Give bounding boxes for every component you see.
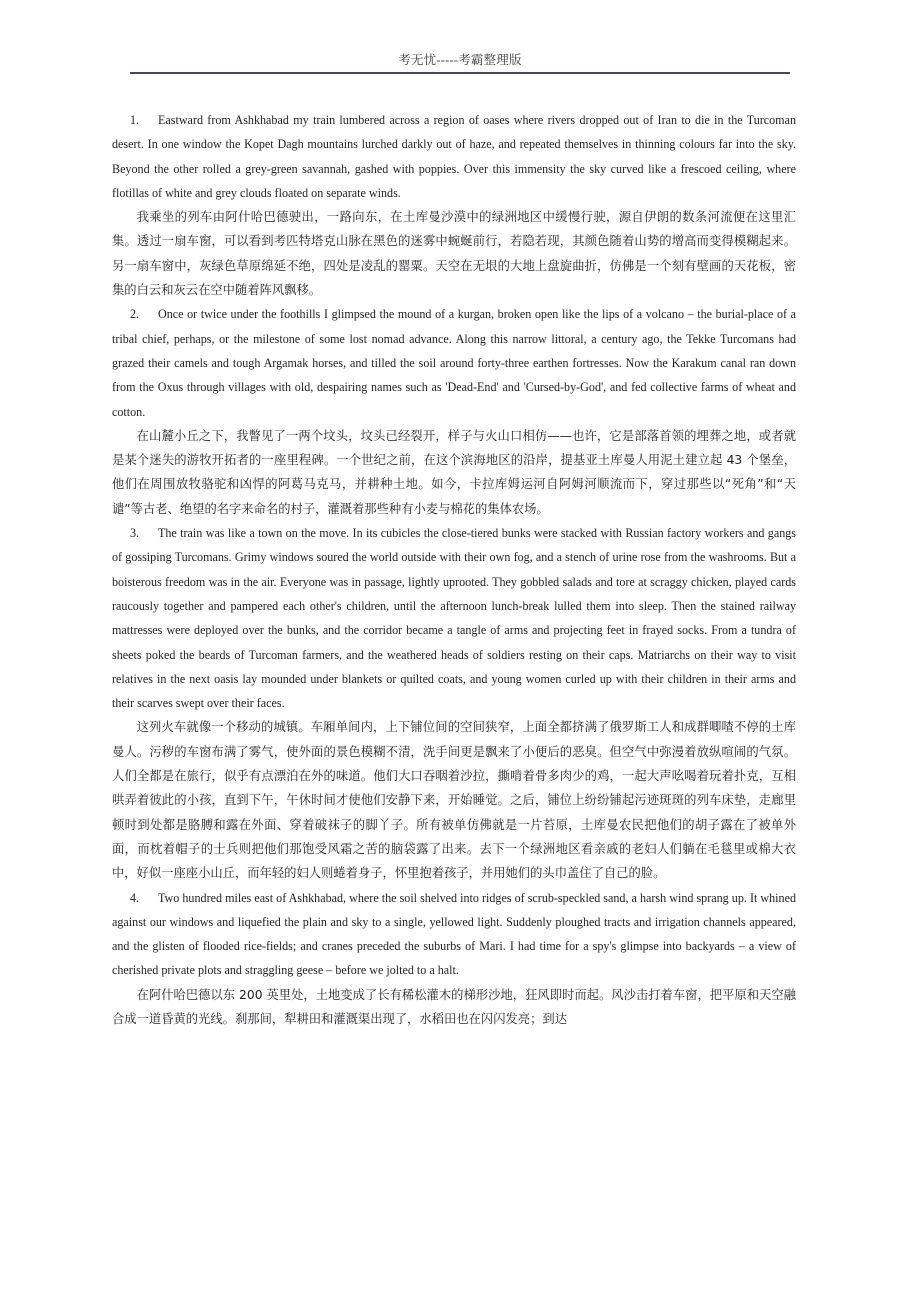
paragraph-2-english-text: Once or twice under the foothills I glimpsed the mound of a kurgan, broken open like the lips of a volcano – the burial-place of a tribal chief, perhaps, or the milestone of some lost nomad advance. Along this narrow littoral, a century ago, the Tekke Turcomans had grazed their camels and tough Argamak horses, and tilled the soil around forty-three earthen fortresses. Now the Karakum canal ran down from the Oxus through villages with old, despairing names such as 'Dead-End' and 'Cursed-by-God', and fed collective farms of wheat and cotton.: [112, 307, 796, 419]
paragraph-3-english-text: The train was like a town on the move. In its cubicles the close-tiered bunks were stacked with Russian factory workers and gangs of gossiping Turcomans. Grimy windows soured the world outside with their own fog, and a stench of urine rose from the washrooms. But a boisterous freedom was in the air. Everyone was in passage, lightly uprooted. They gobbled salads and tore at scraggy chicken, played cards raucously together and pampered each other's children, until the afternoon lunch-break lulled them into sleep. Then the stained railway mattresses were deployed over the bunks, and the corridor became a tangle of arms and projecting feet in frayed socks. From a tundra of sheets poked the beards of Turcoman farmers, and the weathered heads of soldiers resting on their caps. Matriarchs on their way to visit relatives in the next oasis lay mounded under blankets or quilted coats, and young women curled up with their children in their arms and their scarves swept over their faces.: [112, 526, 796, 711]
paragraph-2-english: [112, 302, 796, 423]
header-title: 考无忧-----考霸整理版: [398, 53, 522, 67]
list-number-1: 1.: [130, 113, 140, 127]
paragraph-1-chinese: 我乘坐的列车由阿什哈巴德驶出，一路向东，在土库曼沙漠中的绿洲地区中缓慢行驶，源自伊朗的数条河流便在这里汇集。透过一扇车窗，可以看到考匹特塔克山脉在黑色的迷雾中蜿蜒前行，若隐若现，其颜色随着山势的增高而变得模糊起来。另一扇车窗中，灰绿色草原绵延不绝，四处是凌乱的罂粟。天空在无垠的大地上盘旋曲折，仿佛是一个刻有壁画的天花板，密集的白云和灰云在空中随着阵风飘移。: [112, 210, 796, 298]
paragraph-3-chinese: 这列火车就像一个移动的城镇。车厢单间内，上下铺位间的空间狭窄，上面全都挤满了俄罗斯工人和成群唧喳不停的土库曼人。污秽的车窗布满了雾气，使外面的景色模糊不清，洗手间更是飘来了小便后的恶臭。但空气中弥漫着放纵喧闹的气氛。人们全都是在旅行，似乎有点漂泊在外的味道。他们大口吞咽着沙拉，撕啃着骨多肉少的鸡，一起大声吆喝着玩着扑克，互相哄弄着彼此的小孩，直到下午，午休时间才使他们安静下来，开始睡觉。之后，铺位上纷纷铺起污迹斑斑的列车床垫，走廊里顿时到处都是胳膊和露在外面、穿着破袜子的脚丫子。所有被单仿佛就是一片苔原，土库曼农民把他们的胡子露在了被单外面，而枕着帽子的士兵则把他们那饱受风霜之苦的脑袋露了出来。去下一个绿洲地区看亲戚的老妇人们躺在毛毯里或棉大衣中，好似一座座小山丘，而年轻的妇人则蜷着身子，怀里抱着孩子，并用她们的头巾盖住了自己的脸。: [112, 720, 796, 881]
paragraph-1-english: [112, 108, 796, 205]
paragraph-3-english: [112, 521, 796, 715]
header-divider: [130, 72, 790, 74]
paragraph-4-chinese: 在阿什哈巴德以东 200 英里处，土地变成了长有稀松灌木的梯形沙地，狂风即时而起。风沙击打着车窗，把平原和天空融合成一道昏黄的光线。刹那间，犁耕田和灌溉渠出现了，水稻田也在闪闪发亮；到达: [112, 987, 796, 1026]
list-number-4: 4.: [130, 890, 140, 905]
page-header: [130, 52, 790, 74]
paragraph-4-english-text: Two hundred miles east of Ashkhabad, where the soil shelved into ridges of scrub-speckled sand, a harsh wind sprang up. It whined against our windows and liquefied the plain and sky to a single, yellowed light. Suddenly ploughed tracts and irrigation channels appeared, and the glisten of flooded rice-fields; and cranes preceded the suburbs of Mari. I had time for a spy's glimpse into backyards – a view of cherished private plots and straggling geese – before we jolted to a halt.: [112, 890, 796, 978]
list-number-2: 2.: [130, 307, 140, 322]
list-number-3: 3.: [130, 526, 140, 541]
paragraph-2-chinese: 在山麓小丘之下，我瞥见了一两个坟头，坟头已经裂开，样子与火山口相仿——也许，它是部落首领的埋葬之地，或者就是某个迷失的游牧开拓者的一座里程碑。一个世纪之前，在这个滨海地区的沿岸，提基亚土库曼人用泥土建立起 43 个堡垒，他们在周围放牧骆驼和凶悍的阿葛马克马，并耕种土地。如今，卡拉库姆运河自阿姆河顺流而下，穿过那些以“死角”和“天谴”等古老、绝望的名字来命名的村子，灌溉着那些种有小麦与棉花的集体农场。: [112, 428, 796, 516]
document-body: [112, 108, 796, 1031]
paragraph-1-english-text: Eastward from Ashkhabad my train lumbered across a region of oases where rivers dropped out of Iran to die in the Turcoman desert. In one window the Kopet Dagh mountains lurched darkly out of haze, and repeated themselves in thinning colours far into the sky. Beyond the other rolled a grey-green savannah, gashed with poppies. Over this immensity the sky curved like a frescoed ceiling, where flotillas of white and grey clouds floated on separate winds.: [112, 113, 796, 200]
paragraph-4-english: [112, 886, 796, 983]
